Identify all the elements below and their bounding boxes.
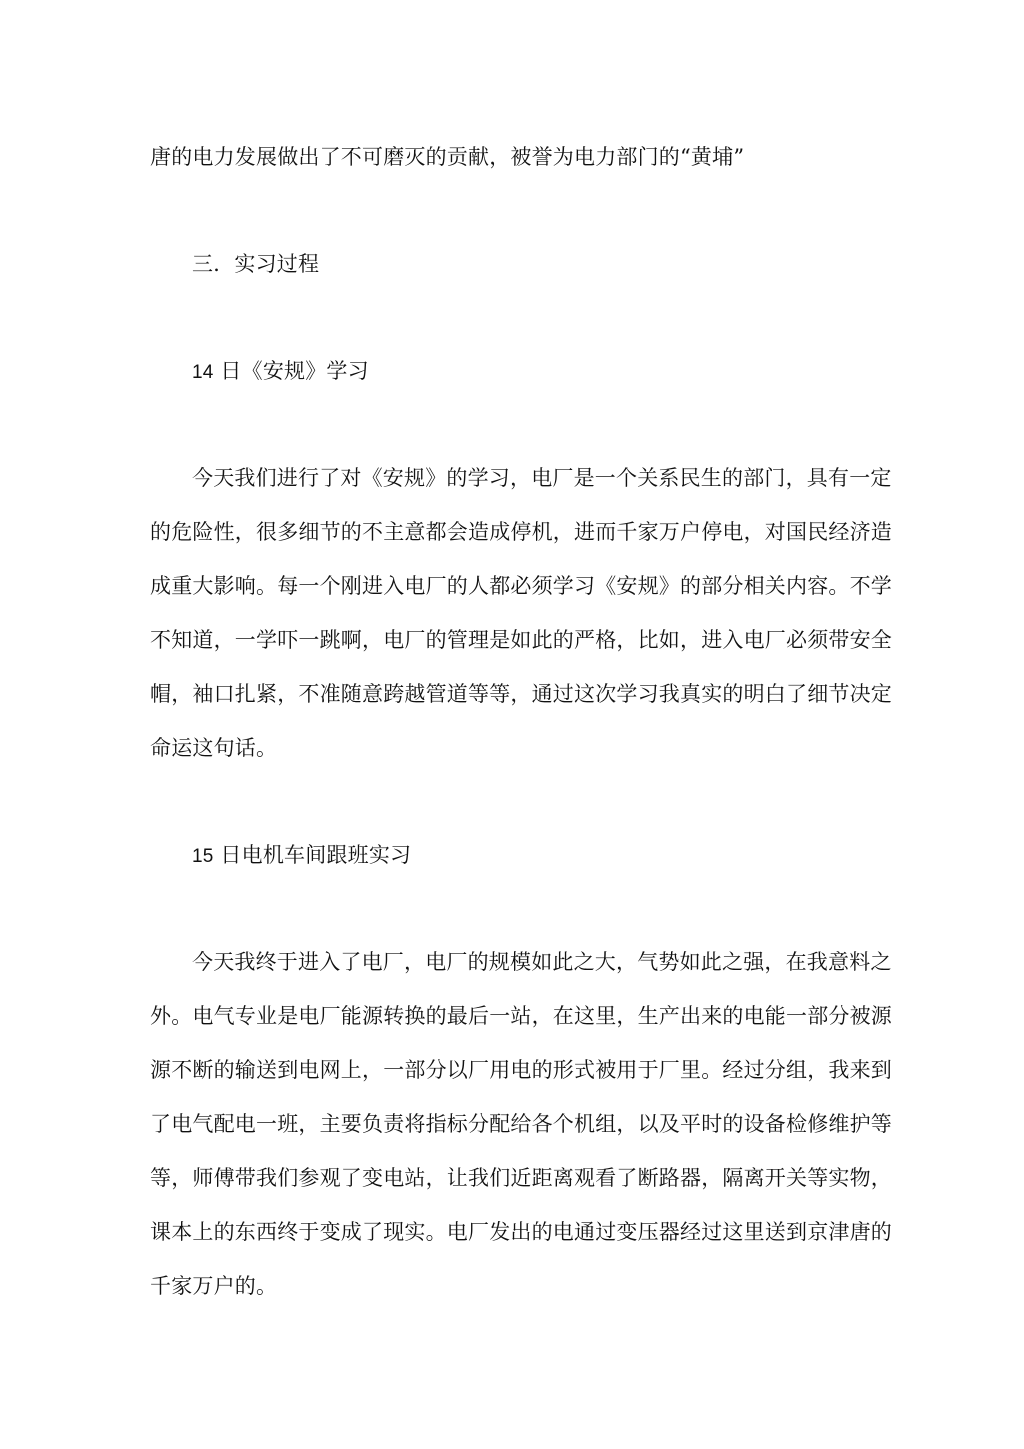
day15-title-text: 日电机车间跟班实习 [213,843,412,867]
paragraph-line: 今天我终于进入了电厂，电厂的规模如此之大，气势如此之强，在我意料之 [192,950,892,974]
paragraph-line: 了电气配电一班，主要负责将指标分配给各个机组，以及平时的设备检修维护等 [150,1112,892,1136]
day14-title-number: 14 [192,362,214,383]
paragraph-line: 等，师傅带我们参观了变电站，让我们近距离观看了断路器，隔离开关等实物， [150,1166,892,1190]
day14-title [192,357,842,387]
paragraph-line: 的危险性，很多细节的不主意都会造成停机，进而千家万户停电，对国民经济造 [150,520,892,544]
day15-title [192,841,842,871]
section-heading: 三．实习过程 [192,252,320,276]
paragraph-line: 千家万户的。 [150,1274,278,1298]
day14-title-text: 日《安规》学习 [213,359,369,383]
paragraph-line: 成重大影响。每一个刚进入电厂的人都必须学习《安规》的部分相关内容。不学 [150,574,892,598]
day15-title-number: 15 [192,846,214,867]
paragraph-line: 外。电气专业是电厂能源转换的最后一站，在这里，生产出来的电能一部分被源 [150,1004,892,1028]
continuation-line: 唐的电力发展做出了不可磨灭的贡献，被誉为电力部门的“黄埔” [150,145,745,169]
paragraph-line: 源不断的输送到电网上，一部分以厂用电的形式被用于厂里。经过分组，我来到 [150,1058,892,1082]
paragraph-line: 今天我们进行了对《安规》的学习，电厂是一个关系民生的部门，具有一定 [192,466,892,490]
paragraph-line: 命运这句话。 [150,736,278,760]
paragraph-line: 帽，袖口扎紧，不准随意跨越管道等等，通过这次学习我真实的明白了细节决定 [150,682,892,706]
paragraph-line: 不知道，一学吓一跳啊，电厂的管理是如此的严格，比如，进入电厂必须带安全 [150,628,892,652]
paragraph-line: 课本上的东西终于变成了现实。电厂发出的电通过变压器经过这里送到京津唐的 [150,1220,892,1244]
